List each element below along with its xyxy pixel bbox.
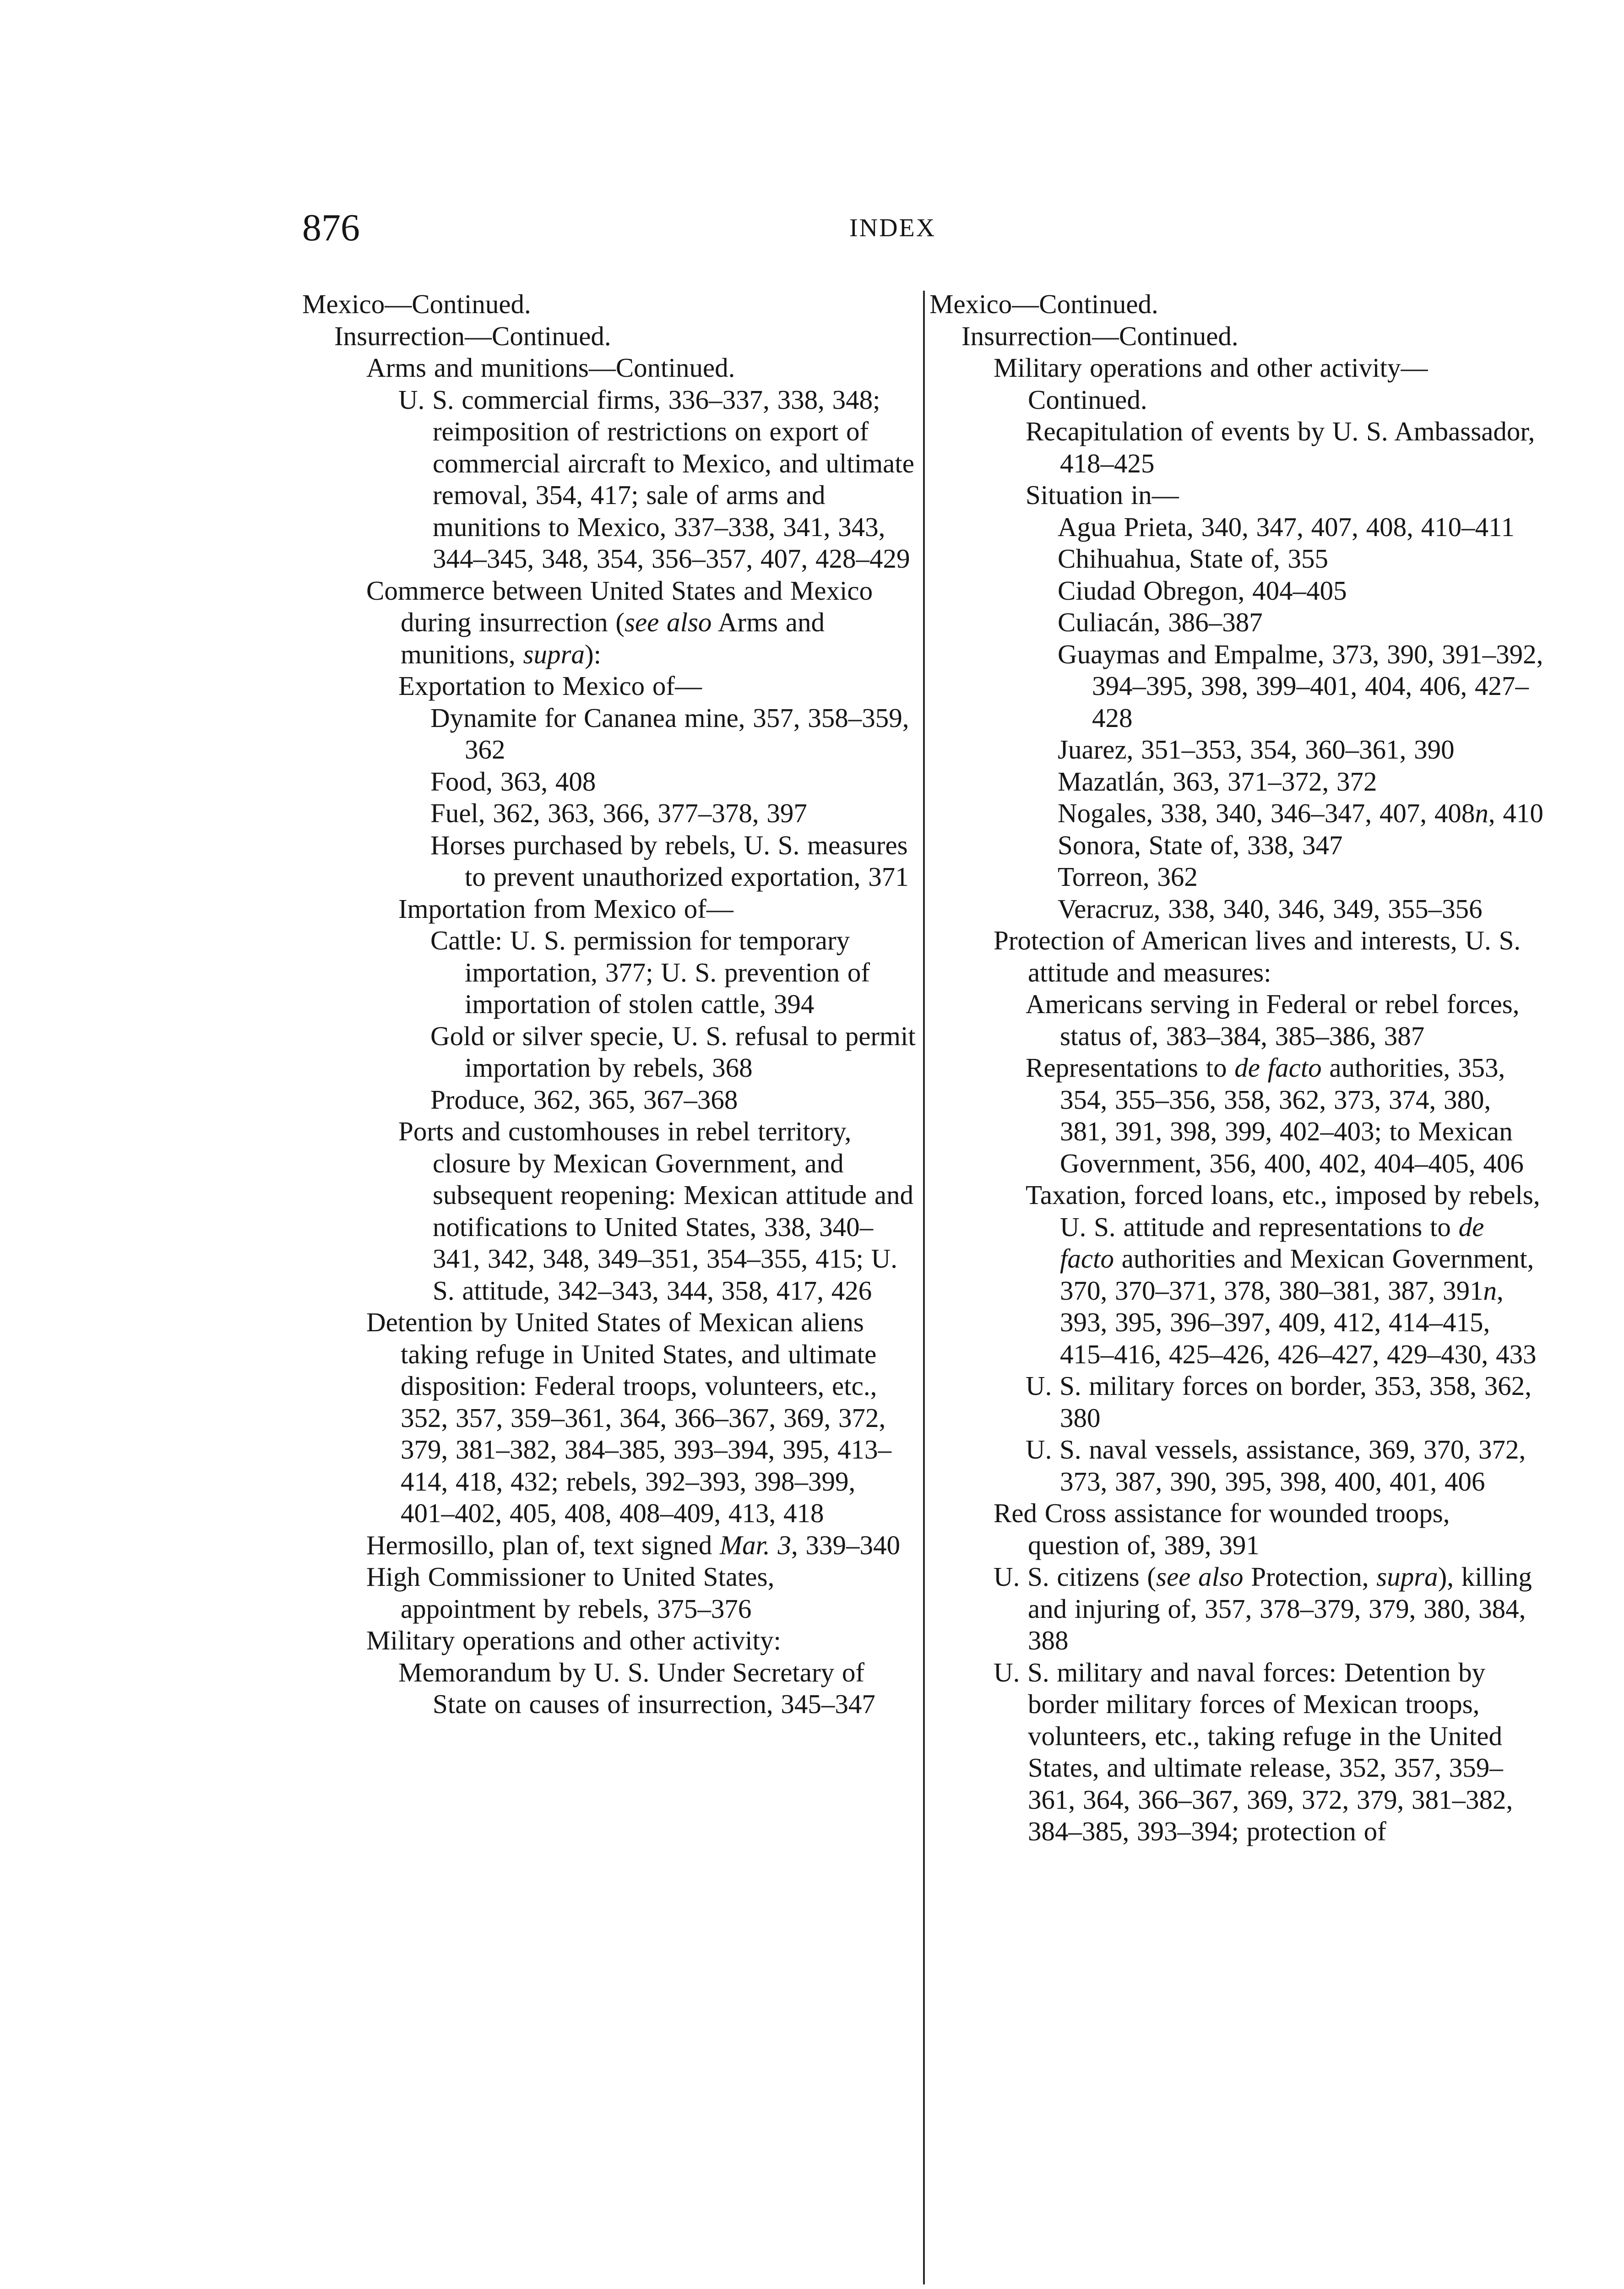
index-entry (929, 797, 1545, 830)
index-entry (302, 1307, 916, 1530)
entry-text: authorities and Mexican Government, 370, 370–371, 378, 380–381, 387, 391 (1060, 1243, 1534, 1306)
entry-text: authorities, 353, 354, 355–356, 358, 362, 373, 374, 380, 381, 391, 398, 399, 402–403; to Mexican Government, 356, 400, 402, 404–405, 406 (1060, 1052, 1524, 1178)
entry-text: U. S. naval vessels, assistance, 369, 370, 372, 373, 387, 390, 395, 398, 400, 401, 406 (1026, 1434, 1526, 1497)
index-entry (302, 320, 916, 353)
entry-text: Detention by United States of Mexican aliens taking refuge in United States, and ultimate disposition: Federal troops, volunteers, etc., 352, 357, 359–361, 364, 366–367, 369, 372, 379, 381–382, 384–385, 393–394, 395, 413–414, 418, 432; rebels, 392–393, 398–399, 401–402, 405, 408, 408–409, 413, 418 (366, 1307, 891, 1528)
entry-italic-text: see also (1156, 1562, 1244, 1592)
entry-italic-text: de facto (1060, 1211, 1484, 1274)
entry-text: Ciudad Obregon, 404–405 (1058, 575, 1347, 606)
entry-text: Representations to (1026, 1052, 1235, 1083)
index-entry (302, 766, 916, 798)
entry-text: , 393, 395, 396–397, 409, 412, 414–415, 415–416, 425–426, 426–427, 429–430, 433 (1060, 1275, 1537, 1369)
index-entry (929, 734, 1545, 766)
entry-text: Sonora, State of, 338, 347 (1058, 830, 1343, 860)
left-column (302, 288, 916, 1720)
index-entry (302, 1020, 916, 1084)
index-entry (929, 288, 1545, 320)
index-entry (302, 288, 916, 320)
entry-text: Military operations and other activity: (366, 1625, 781, 1655)
entry-text: Mexico—Continued. (302, 289, 531, 319)
entry-text: Hermosillo, plan of, text signed (366, 1530, 720, 1560)
index-entry (929, 1179, 1545, 1370)
index-entry (929, 1370, 1545, 1434)
entry-text: Gold or silver specie, U. S. refusal to permit importation by rebels, 368 (430, 1020, 916, 1083)
entry-italic-text: see also (625, 607, 712, 637)
entry-text: U. S. citizens ( (994, 1562, 1157, 1592)
entry-text: U. S. military and naval forces: Detention by border military forces of Mexican troops, volunteers, etc., taking refuge in the United States, and ultimate release, 352, 357, 359–361, 364, 366–367, 369, 372, 379, 381–382, 384–385, 393–394; protection of (994, 1657, 1513, 1846)
index-entry (929, 893, 1545, 925)
entry-text: Americans serving in Federal or rebel forces, status of, 383–384, 385–386, 387 (1026, 989, 1520, 1051)
entry-text: Horses purchased by rebels, U. S. measures to prevent unauthorized exportation, 371 (430, 830, 909, 892)
index-entry (302, 1530, 916, 1562)
index-entry (302, 670, 916, 702)
entry-italic-text: supra (1376, 1562, 1438, 1592)
entry-text: Produce, 362, 365, 367–368 (430, 1084, 738, 1115)
entry-text: Chihuahua, State of, 355 (1058, 543, 1328, 574)
entry-text: Arms and munitions—Continued. (366, 353, 735, 383)
index-entry (302, 1657, 916, 1720)
entry-italic-text: supra (523, 639, 585, 669)
entry-text: Guaymas and Empalme, 373, 390, 391–392, 394–395, 398, 399–401, 404, 406, 427–428 (1058, 639, 1543, 733)
entry-text: Protection, (1243, 1562, 1377, 1592)
entry-text: Juarez, 351–353, 354, 360–361, 390 (1058, 734, 1455, 765)
entry-text: , 339–340 (791, 1530, 901, 1560)
entry-text: Torreon, 362 (1058, 862, 1198, 892)
entry-text: Taxation, forced loans, etc., imposed by rebels, U. S. attitude and representations to (1026, 1180, 1540, 1242)
index-entry (929, 639, 1545, 734)
index-entry (302, 893, 916, 925)
index-entry (929, 925, 1545, 988)
index-entry (929, 1052, 1545, 1179)
right-column (929, 288, 1545, 1848)
index-entry (929, 1561, 1545, 1657)
entry-italic-text: n (1475, 798, 1488, 828)
column-divider (923, 291, 925, 2284)
index-entry (929, 416, 1545, 479)
entry-text: Exportation to Mexico of— (398, 671, 702, 701)
entry-text: Cattle: U. S. permission for temporary importation, 377; U. S. prevention of importation of stolen cattle, 394 (430, 925, 870, 1019)
entry-text: Red Cross assistance for wounded troops, question of, 389, 391 (994, 1498, 1450, 1560)
entry-text: Veracruz, 338, 340, 346, 349, 355–356 (1058, 893, 1483, 924)
entry-text: Recapitulation of events by U. S. Ambassador, 418–425 (1026, 416, 1535, 478)
entry-text: Ports and customhouses in rebel territory, closure by Mexican Government, and subsequent reopening: Mexican attitude and notifications to United States, 338, 340–341, 342, 348, 349–351, 354–355, 415; U. S. attitude, 342–343, 344, 358, 417, 426 (398, 1116, 914, 1306)
entry-text: Importation from Mexico of— (398, 893, 733, 924)
index-entry (302, 575, 916, 671)
entry-text: U. S. commercial firms, 336–337, 338, 348; reimposition of restrictions on export of commercial aircraft to Mexico, and ultimate removal, 354, 417; sale of arms and munitions to Mexico, 337–338, 341, 343, 344–345, 348, 354, 356–357, 407, 428–429 (398, 384, 914, 574)
index-entry (929, 543, 1545, 575)
entry-text: Insurrection—Continued. (961, 320, 1238, 351)
entry-text: Arms and munitions, (401, 607, 825, 669)
entry-italic-text: Mar. 3 (719, 1530, 792, 1560)
entry-text: Protection of American lives and interests, U. S. attitude and measures: (994, 925, 1521, 987)
entry-text: , 410 (1488, 798, 1543, 828)
entry-text: Mexico—Continued. (929, 289, 1158, 319)
entry-text: Insurrection—Continued. (334, 320, 611, 351)
index-entry (302, 702, 916, 766)
index-entry (302, 797, 916, 830)
index-entry (302, 352, 916, 384)
index-entry (929, 861, 1545, 893)
index-entry (302, 925, 916, 1020)
index-entry (929, 352, 1545, 416)
index-entry (929, 766, 1545, 798)
entry-text: Fuel, 362, 363, 366, 377–378, 397 (430, 798, 807, 828)
index-entry (302, 1084, 916, 1116)
entry-text: High Commissioner to United States, appointment by rebels, 375–376 (366, 1562, 775, 1624)
index-entry (929, 575, 1545, 607)
entry-italic-text: n (1483, 1275, 1497, 1306)
entry-text: Mazatlán, 363, 371–372, 372 (1058, 766, 1377, 797)
index-entry (929, 479, 1545, 511)
entry-text: Memorandum by U. S. Under Secretary of State on causes of insurrection, 345–347 (398, 1657, 875, 1719)
index-entry (929, 1657, 1545, 1848)
entry-italic-text: de facto (1234, 1052, 1322, 1083)
entry-text: Commerce between United States and Mexico during insurrection ( (366, 575, 873, 637)
index-entry (929, 1497, 1545, 1561)
index-entry (302, 384, 916, 575)
entry-text: U. S. military forces on border, 353, 358, 362, 380 (1026, 1371, 1532, 1433)
index-entry (302, 1561, 916, 1625)
index-entry (929, 607, 1545, 639)
entry-text: ): (584, 639, 601, 669)
entry-text: Situation in— (1026, 480, 1179, 510)
entry-text: Nogales, 338, 340, 346–347, 407, 408 (1058, 798, 1475, 828)
running-head: INDEX (849, 214, 936, 242)
index-entry (929, 320, 1545, 353)
index-entry (302, 1625, 916, 1657)
entry-text: Military operations and other activity—Continued. (994, 353, 1428, 415)
index-entry (929, 1434, 1545, 1497)
index-entry (929, 830, 1545, 862)
entry-text: Dynamite for Cananea mine, 357, 358–359, 362 (430, 702, 909, 765)
index-entry (302, 1116, 916, 1307)
entry-text: Culiacán, 386–387 (1058, 607, 1263, 637)
index-entry (302, 830, 916, 893)
entry-text: Food, 363, 408 (430, 766, 596, 797)
entry-text: Agua Prieta, 340, 347, 407, 408, 410–411 (1058, 511, 1515, 542)
index-entry (929, 988, 1545, 1052)
index-entry (929, 511, 1545, 543)
entry-text: ), killing and injuring of, 357, 378–379, 379, 380, 384, 388 (1028, 1562, 1532, 1655)
page-number: 876 (302, 206, 360, 249)
